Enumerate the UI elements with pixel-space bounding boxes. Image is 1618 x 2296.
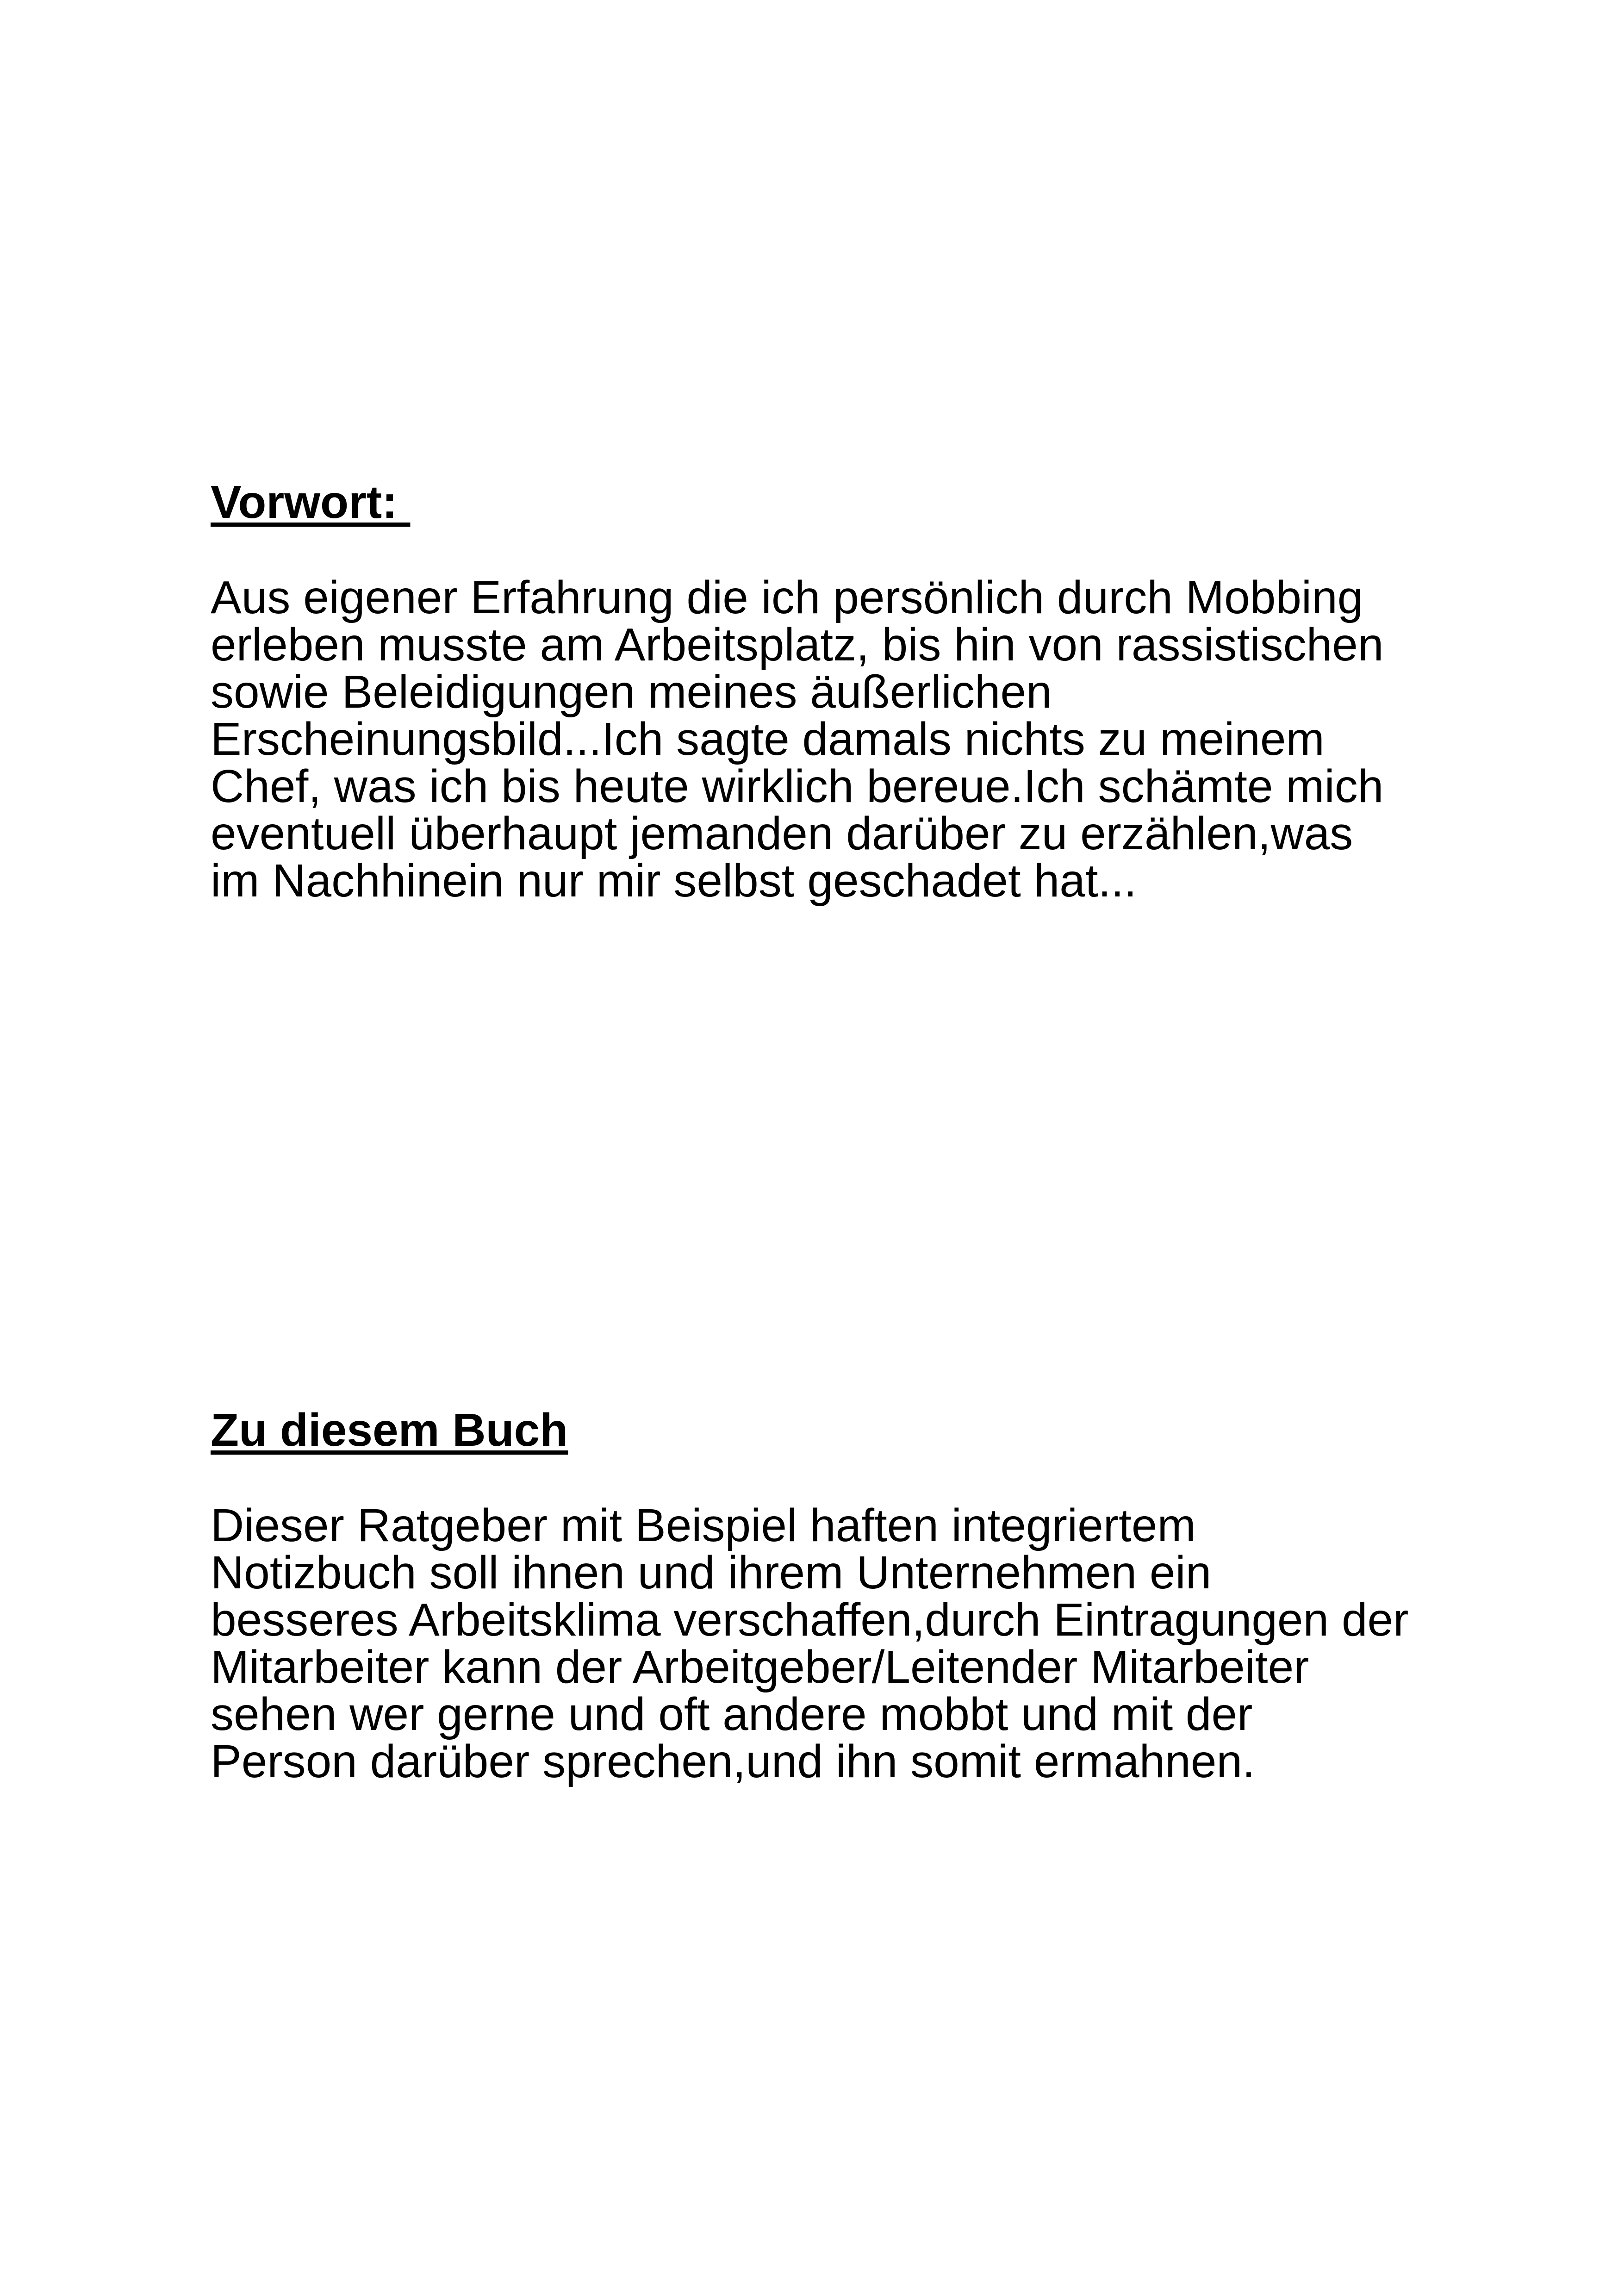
zu-diesem-buch-heading: Zu diesem Buch <box>211 1404 568 1456</box>
vorwort-line: eventuell überhaupt jemanden darüber zu erzählen,was <box>211 808 1353 859</box>
zu-diesem-buch-line: Mitarbeiter kann der Arbeitgeber/Leitender Mitarbeiter <box>211 1641 1309 1693</box>
vorwort-line: Aus eigener Erfahrung die ich persönlich durch Mobbing <box>211 572 1363 623</box>
vorwort-heading: Vorwort: <box>211 476 411 528</box>
vorwort-line: im Nachhinein nur mir selbst geschadet hat... <box>211 855 1137 907</box>
zu-diesem-buch-line: Notizbuch soll ihnen und ihrem Unternehmen ein <box>211 1547 1212 1599</box>
vorwort-line: erleben musste am Arbeitsplatz, bis hin von rassistischen <box>211 619 1384 671</box>
vorwort-line: sowie Beleidigungen meines äußerlichen <box>211 666 1052 718</box>
zu-diesem-buch-line: besseres Arbeitsklima verschaffen,durch Eintragungen der <box>211 1594 1409 1646</box>
vorwort-paragraph <box>211 572 1553 907</box>
zu-diesem-buch-line: Dieser Ratgeber mit Beispiel haften integriertem <box>211 1500 1196 1551</box>
zu-diesem-buch-line: sehen wer gerne und oft andere mobbt und mit der <box>211 1688 1253 1740</box>
vorwort-line: Chef, was ich bis heute wirklich bereue.Ich schämte mich <box>211 760 1384 812</box>
zu-diesem-buch-paragraph <box>211 1502 1553 1785</box>
zu-diesem-buch-line: Person darüber sprechen,und ihn somit ermahnen. <box>211 1736 1255 1787</box>
vorwort-line: Erscheinungsbild...Ich sagte damals nichts zu meinem <box>211 713 1325 765</box>
